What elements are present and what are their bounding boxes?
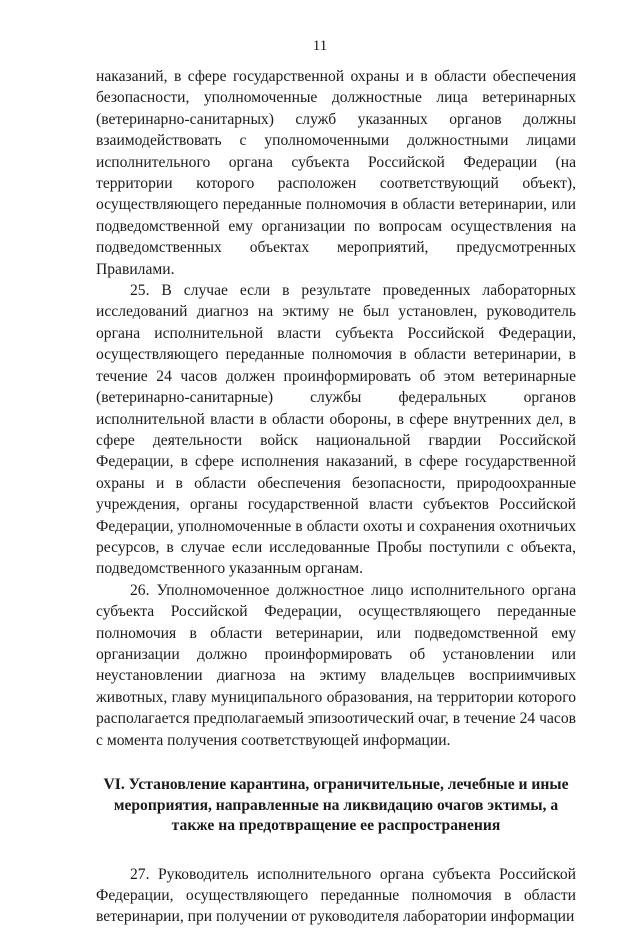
- section-heading: VI. Установление карантина, ограничительные, лечебные и иные мероприятия, направленные на ликвидацию очагов эктимы, а также на предотвращение ее распространения: [103, 776, 569, 834]
- paragraph-26: 26. Уполномоченное должностное лицо исполнительного органа субъекта Российской Федерации, осуществляющего переданные полномочия в области ветеринарии, или подведомственной ему организации должно проинформировать об установлении или неустановлении диагноза на эктиму владельцев восприимчивых животных, главу муниципального образования, на территории которого располагается предполагаемый эпизоотический очаг, в течение 24 часов с момента получения соответствующей информации.: [96, 581, 576, 749]
- page-number: 11: [312, 38, 328, 54]
- paragraph-continuation: наказаний, в сфере государственной охраны и в области обеспечения безопасности, уполномоченные должностные лица ветеринарных (ветеринарно-санитарных) служб указанных органов должны взаимодействовать с уполномоченными должностными лицами исполнительного органа субъекта Российской Федерации (на территории которого расположен соответствующий объект), осуществляющего переданные полномочия в области ветеринарии, или подведомственной ему организации по вопросам осуществления на подведомственных объектах мероприятий, предусмотренных Правилами.: [96, 68, 576, 278]
- document-body: [96, 66, 576, 928]
- paragraph-25: 25. В случае если в результате проведенных лабораторных исследований диагноз на эктиму не был установлен, руководитель органа исполнительной власти субъекта Российской Федерации, осуществляющего переданные полномочия в области ветеринарии, в течение 24 часов должен проинформировать об этом ветеринарные (ветеринарно-санитарные) службы федеральных органов исполнительной власти в области обороны, в сфере внутренних дел, в сфере деятельности войск национальной гвардии Российской Федерации, в сфере исполнения наказаний, в сфере государственной охраны и в области обеспечения безопасности, природоохранные учреждения, органы государственной власти субъектов Российской Федерации, уполномоченные в области охоты и сохранения охотничьих ресурсов, в случае если исследованные Пробы поступили с объекта, подведомственного указанным органам.: [96, 282, 576, 578]
- paragraph-27: 27. Руководитель исполнительного органа субъекта Российской Федерации, осуществляющего переданные полномочия в области ветеринарии, при получении от руководителя лаборатории информации: [96, 865, 576, 926]
